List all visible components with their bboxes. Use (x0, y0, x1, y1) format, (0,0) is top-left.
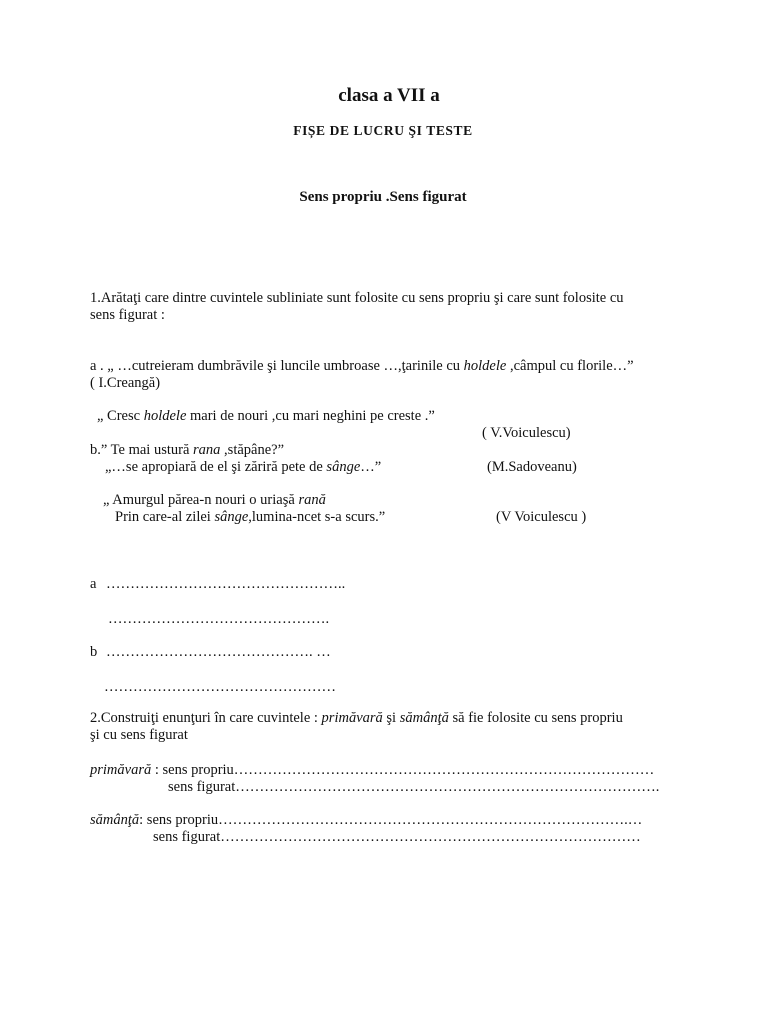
quote-b2-text-pre: „…se apropiară de el şi zăriră pete de (105, 459, 327, 475)
exercise2-prompt-post: să fie folosite cu sens propriu (448, 710, 623, 726)
quote-b2 (105, 459, 381, 476)
exercise2-prompt-mid: şi (382, 710, 400, 726)
quote-b2-keyword: sânge (326, 459, 361, 475)
topic-heading: Sens propriu .Sens figurat (299, 189, 467, 205)
quote-b3-keyword: rană (298, 492, 326, 508)
primavara-proper-answer[interactable]: …………………………………………………………………………… (233, 762, 655, 778)
samanta-proper-label: : sens propriu (139, 812, 219, 828)
page-title: clasa a VII a (338, 85, 440, 106)
quote-a2-voiculescu (97, 408, 435, 425)
samanta-word: sămânţă (90, 812, 140, 828)
exercise2-prompt-line2: şi cu sens figurat (90, 727, 188, 743)
samanta-figurative-label: sens figurat (153, 829, 221, 845)
quote-a-creanga (90, 358, 634, 375)
exercise1-prompt-line1: 1.Arătaţi care dintre cuvintele subliniate sunt folosite cu sens propriu şi care sunt folosite cu (90, 290, 624, 306)
answer-b-line2[interactable]: ………………………………………… (104, 679, 336, 695)
primavara-proper-row (90, 762, 654, 779)
quote-b4-text-post: ,lumina-ncet s-a scurs.” (248, 509, 386, 525)
primavara-figurative-label: sens figurat (168, 779, 236, 795)
quote-a2-text-post: mari de nouri ,cu mari neghini pe creste .” (186, 408, 435, 424)
quote-a2-keyword: holdele (143, 408, 187, 424)
quote-a-author: ( I.Creangă) (90, 375, 161, 391)
samanta-figurative-answer[interactable]: …………………………………………………………………………… (220, 829, 641, 845)
quote-a2-author: ( V.Voiculescu) (482, 425, 571, 441)
answer-a-line2[interactable]: ………………………………………. (108, 611, 330, 627)
primavara-proper-label: : sens propriu (151, 762, 234, 778)
quote-b1-keyword: rana (193, 442, 221, 458)
quote-b4-text-pre: Prin care-al zilei (115, 509, 215, 525)
exercise2-word-primavara: primăvară (321, 710, 383, 726)
samanta-proper-answer[interactable]: ………………………………………………………………………….… (218, 812, 643, 828)
answer-b-label: b (90, 644, 98, 660)
quote-b3 (103, 492, 326, 509)
quote-a-text-post: ,câmpul cu florile…” (506, 358, 634, 374)
quote-b2-text-post: …” (360, 459, 382, 475)
exercise2-prompt-pre: 2.Construiţi enunţuri în care cuvintele : (90, 710, 322, 726)
answer-b-line1[interactable]: ……………………………………. … (106, 644, 331, 660)
quote-a-text-pre: a . „ …cutreieram dumbrăvile şi luncile umbroase …,ţarinile cu (90, 358, 464, 374)
answer-a-label: a (90, 576, 97, 592)
answer-a-line1[interactable]: ………………………………………….. (106, 576, 346, 592)
quote-b3-text-pre: „ Amurgul părea-n nouri o uriaşă (103, 492, 299, 508)
exercise2-prompt-line1 (90, 710, 623, 727)
quote-a2-text-pre: „ Cresc (97, 408, 144, 424)
quote-b2-author: (M.Sadoveanu) (487, 459, 577, 475)
samanta-proper-row (90, 812, 642, 829)
quote-b4-keyword: sânge (214, 509, 249, 525)
primavara-word: primăvară (90, 762, 152, 778)
primavara-figurative-row (168, 779, 659, 796)
quote-b1-text-post: ,stăpâne?” (220, 442, 285, 458)
exercise2-word-samanta: sămânţă (399, 710, 449, 726)
quote-b4-author: (V Voiculescu ) (496, 509, 587, 525)
samanta-figurative-row (153, 829, 641, 846)
exercise1-prompt-line2: sens figurat : (90, 307, 165, 323)
quote-b1-text-pre: b.” Te mai ustură (90, 442, 194, 458)
quote-b1 (90, 442, 284, 459)
page-subtitle: FIȘE DE LUCRU ŞI TESTE (293, 123, 473, 138)
primavara-figurative-answer[interactable]: ……………………………………………………………………………. (235, 779, 660, 795)
quote-b4 (115, 509, 385, 526)
quote-a-keyword: holdele (463, 358, 507, 374)
